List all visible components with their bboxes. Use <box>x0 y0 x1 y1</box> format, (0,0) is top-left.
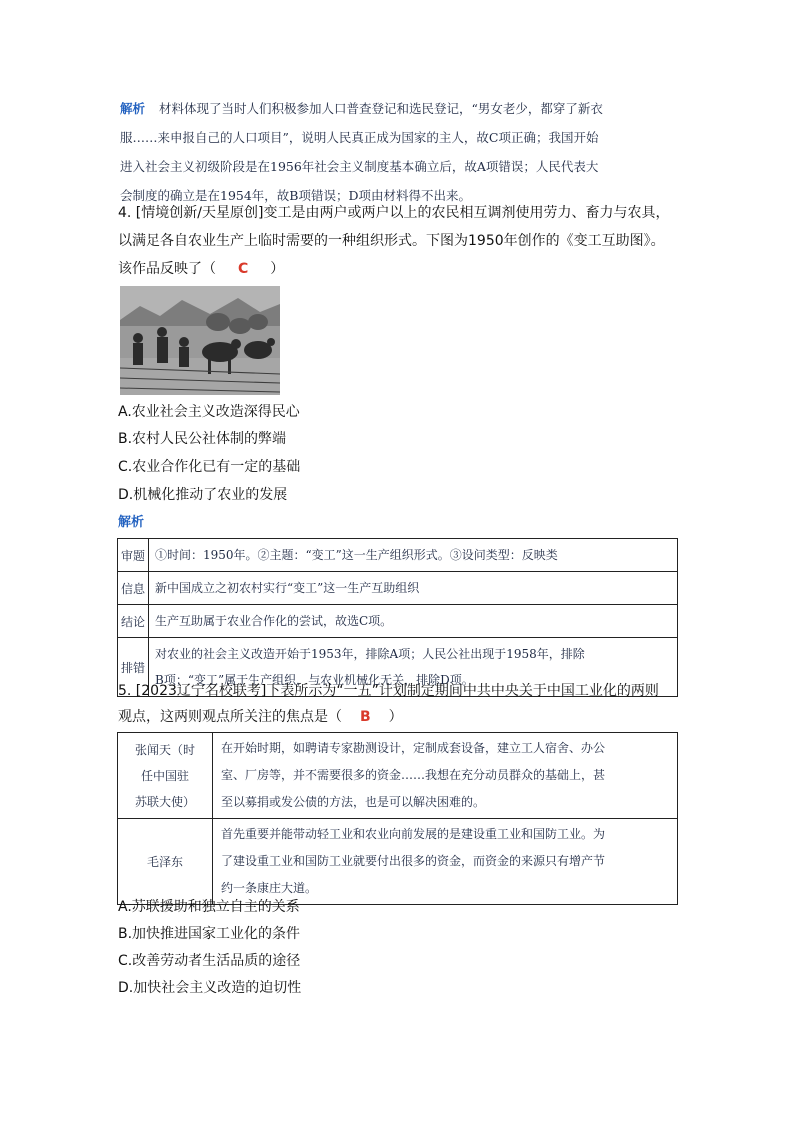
q4-stem-line3: 该作品反映了（ C ） <box>118 261 285 277</box>
q5-stem-line1: 5. [2023辽宁名校联考]下表所示为“一五”计划制定期间中共中央关于中国工业化的两则 <box>118 683 659 699</box>
table-row <box>118 605 678 638</box>
row-head: 审题 <box>118 539 149 572</box>
prev-analysis-line: 进入社会主义初级阶段是在1956年社会主义制度基本确立后，故A项错误；人民代表大 <box>120 159 599 174</box>
q4-option-c: C.农业合作化已有一定的基础 <box>118 459 301 475</box>
row-content: ①时间：1950年。②主题：“变工”这一生产组织形式。③设问类型：反映类 <box>149 539 678 572</box>
row-content: 新中国成立之初农村实行“变工”这一生产互助组织 <box>149 572 678 605</box>
q5-option-d: D.加快社会主义改造的迫切性 <box>118 980 302 996</box>
q5-viewpoints-table <box>117 732 678 905</box>
table-row <box>118 539 678 572</box>
prev-analysis <box>120 94 680 210</box>
q4-stem-line2: 以满足各自农业生产上临时需要的一种组织形式。下图为1950年创作的《变工互助图》。 <box>118 233 665 249</box>
prev-analysis-line: 解析 材料体现了当时人们积极参加人口普查登记和选民登记，“男女老少，都穿了新衣 <box>120 101 603 116</box>
q5-stem-line2: 观点，这两则观点所关注的焦点是（ B ） <box>118 709 403 725</box>
q4-stem-line1: 4. [情境创新/天星原创]变工是由两户或两户以上的农民相互调剂使用劳力、畜力与农具， <box>118 205 670 221</box>
viewpoint-cell: 首先重要并能带动轻工业和农业向前发展的是建设重工业和国防工业。为 了建设重工业和国防工业就要付出很多的资金，而资金的来源只有增产节 约一条康庄大道。 <box>213 819 678 905</box>
woodcut-illustration <box>120 286 280 395</box>
table-row <box>118 819 678 905</box>
row-head: 结论 <box>118 605 149 638</box>
speaker-cell: 毛泽东 <box>118 819 213 905</box>
prev-analysis-line: 服……来申报自己的人口项目”，说明人民真正成为国家的主人，故C项正确；我国开始 <box>120 130 599 145</box>
table-row <box>118 572 678 605</box>
row-content: 对农业的社会主义改造开始于1953年，排除A项；人民公社出现于1958年，排除 B项；“变工”属于生产组织，与农业机械化无关，排除D项。 <box>149 638 678 697</box>
q5-option-c: C.改善劳动者生活品质的途径 <box>118 953 301 969</box>
q5-answer: B <box>360 709 371 725</box>
q4-analysis-table <box>117 538 678 697</box>
q4-option-d: D.机械化推动了农业的发展 <box>118 487 288 503</box>
q5-option-a: A.苏联援助和独立自主的关系 <box>118 899 300 915</box>
viewpoint-cell: 在开始时期，如聘请专家勘测设计，定制成套设备，建立工人宿舍、办公 室、厂房等，并不需要很多的资金……我想在充分动员群众的基础上，甚 至以募捐或发公债的方法，也是可以解决困难的。 <box>213 733 678 819</box>
row-content: 生产互助属于农业合作化的尝试，故选C项。 <box>149 605 678 638</box>
row-head: 信息 <box>118 572 149 605</box>
speaker-cell: 张闻天（时 任中国驻 苏联大使） <box>118 733 213 819</box>
analysis-tag: 解析 <box>120 101 146 116</box>
prev-analysis-line: 会制度的确立是在1954年，故B项错误；D项由材料得不出来。 <box>120 188 472 203</box>
q4-analysis-label: 解析 <box>118 515 145 530</box>
row-head: 排错 <box>118 638 149 697</box>
table-row <box>118 733 678 819</box>
q4-option-b: B.农村人民公社体制的弊端 <box>118 431 287 447</box>
q5-option-b: B.加快推进国家工业化的条件 <box>118 926 301 942</box>
q4-answer: C <box>238 261 249 277</box>
q4-option-a: A.农业社会主义改造深得民心 <box>118 404 300 420</box>
